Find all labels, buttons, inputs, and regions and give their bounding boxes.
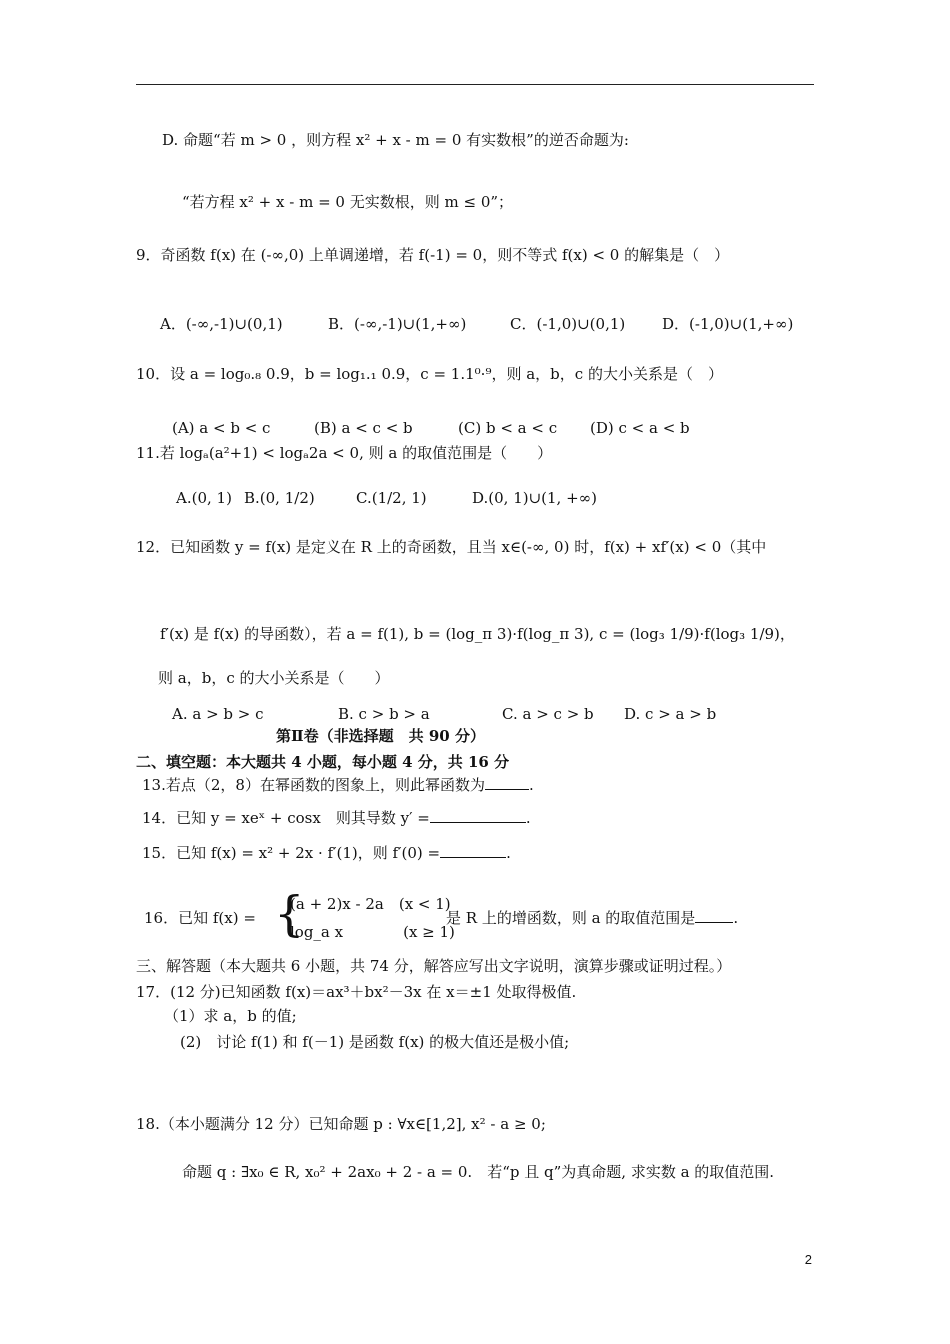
q16-suffix: 是 R 上的增函数，则 a 的取值范围是	[446, 909, 696, 927]
q11-option-b: B.(0, 1/2)	[244, 489, 315, 507]
q16-case1: (a + 2)x - 2a (x < 1)	[290, 895, 451, 913]
q12-option-b: B. c > b > a	[338, 705, 430, 723]
q12-option-a: A. a > b > c	[172, 705, 264, 723]
q8-option-d-line2: “若方程 x² + x - m = 0 无实数根，则 m ≤ 0”；	[182, 193, 514, 211]
header-rule	[136, 84, 814, 85]
section3-heading: 三、解答题（本大题共 6 小题，共 74 分，解答应写出文字说明，演算步骤或证明过程。）	[136, 957, 732, 975]
q10-option-c: (C) b < a < c	[458, 419, 558, 437]
q18-line2: 命题 q : ∃x₀ ∈ R, x₀² + 2ax₀ + 2 - a = 0. 若“p 且 q”为真命题, 求实数 a 的取值范围.	[182, 1163, 775, 1181]
q9-option-c: C．(-1,0)∪(0,1)	[510, 315, 626, 333]
q14: 14．已知 y = xeˣ + cosx 则其导数 y′ = .	[142, 809, 531, 827]
q8-option-d-line1: D. 命题“若 m > 0 ，则方程 x² + x - m = 0 有实数根”的逆否命题为:	[162, 131, 629, 149]
q11-option-d: D.(0, 1)∪(1, +∞)	[472, 489, 598, 507]
q12-option-d: D. c > a > b	[624, 705, 717, 723]
q16-suffix-line: 是 R 上的增函数，则 a 的取值范围是 .	[446, 909, 739, 927]
q17-part2: (2) 讨论 f(1) 和 f(－1) 是函数 f(x) 的极大值还是极小值;	[180, 1033, 570, 1051]
q10-stem: 10．设 a = log₀.₈ 0.9，b = log₁.₁ 0.9，c = 1.1⁰·⁹，则 a，b，c 的大小关系是（ ）	[136, 365, 723, 383]
q11-option-c: C.(1/2, 1)	[356, 489, 427, 507]
q16-answer-blank	[695, 922, 733, 923]
q10-option-b: (B) a < c < b	[314, 419, 413, 437]
q18-stem: 18.（本小题满分 12 分）已知命题 p : ∀x∈[1,2], x² - a ≥ 0;	[136, 1115, 546, 1133]
q14-answer-blank	[430, 822, 526, 823]
q15-answer-blank	[440, 857, 506, 858]
q13-text: 13.若点（2，8）在幂函数的图象上，则此幂函数为	[142, 776, 485, 794]
q11-option-a: A.(0, 1)	[176, 489, 232, 507]
q9-stem: 9．奇函数 f(x) 在 (-∞,0) 上单调递增，若 f(-1) = 0，则不等式 f(x) < 0 的解集是（ ）	[136, 246, 730, 264]
part2-title: 第Ⅱ卷（非选择题 共 90 分）	[276, 727, 485, 745]
q15-text: 15．已知 f(x) = x² + 2x · f′(1)，则 f′(0) =	[142, 844, 441, 862]
q16-left-brace: {	[274, 886, 305, 942]
page-number: 2	[804, 1252, 812, 1267]
q16-prefix: 16．已知 f(x) =	[144, 909, 256, 927]
section2-heading: 二、填空题：本大题共 4 小题，每小题 4 分，共 16 分	[136, 753, 510, 771]
q16-case2: log_a x (x ≥ 1)	[290, 923, 455, 941]
q13-answer-blank	[485, 789, 529, 790]
q13: 13.若点（2，8）在幂函数的图象上，则此幂函数为 .	[142, 776, 534, 794]
q12-option-c: C. a > c > b	[502, 705, 594, 723]
q14-text: 14．已知 y = xeˣ + cosx 则其导数 y′ =	[142, 809, 430, 827]
q12-line2: f′(x) 是 f(x) 的导函数），若 a = f(1), b = (log_π 3)·f(log_π 3), c = (log₃ 1/9)·f(log₃ 1/9)，	[160, 625, 795, 643]
q17-part1: （1）求 a，b 的值;	[164, 1007, 297, 1025]
q11-stem: 11.若 logₐ(a²+1) < logₐ2a < 0, 则 a 的取值范围是（ ）	[136, 444, 553, 462]
q17-stem: 17．(12 分)已知函数 f(x)＝ax³＋bx²－3x 在 x＝±1 处取得极值.	[136, 983, 577, 1001]
q9-option-a: A．(-∞,-1)∪(0,1)	[160, 315, 283, 333]
q10-option-d: (D) c < a < b	[590, 419, 690, 437]
q12-line3: 则 a，b，c 的大小关系是（ ）	[158, 669, 390, 687]
q12-stem: 12．已知函数 y = f(x) 是定义在 R 上的奇函数，且当 x∈(-∞, 0) 时，f(x) + xf′(x) < 0（其中	[136, 538, 767, 556]
q15: 15．已知 f(x) = x² + 2x · f′(1)，则 f′(0) = .	[142, 844, 511, 862]
q10-option-a: (A) a < b < c	[172, 419, 271, 437]
q9-option-b: B．(-∞,-1)∪(1,+∞)	[328, 315, 467, 333]
q9-option-d: D．(-1,0)∪(1,+∞)	[662, 315, 794, 333]
